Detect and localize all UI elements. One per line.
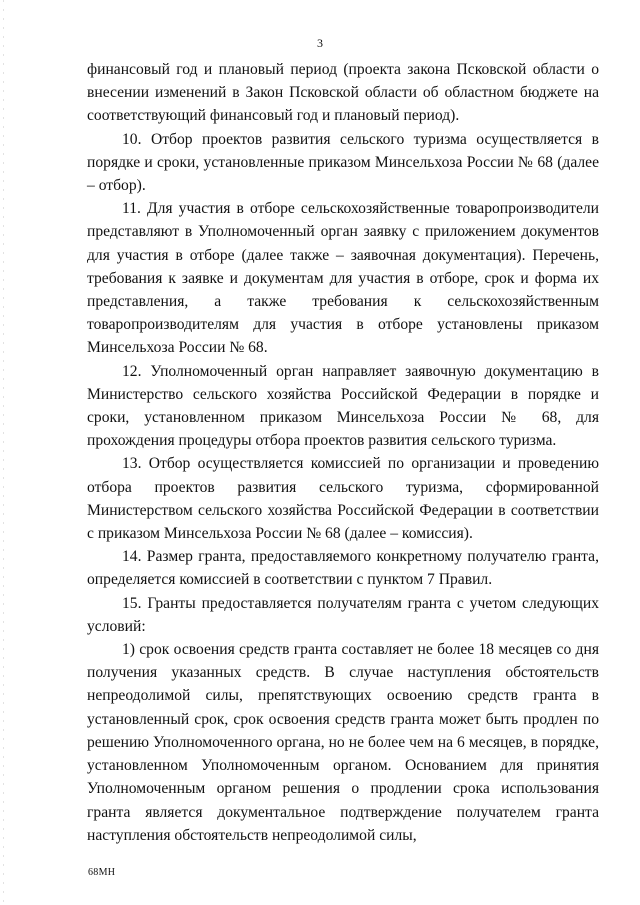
paragraph-15-item-1: 1) срок освоения средств гранта составляет не более 18 месяцев со дня получения указанных средств. В случае наступления обстоятельств непреодолимой силы, препятствующих освоению средств гранта в установленный срок, срок освоения средств гранта может быть продлен по решению Уполномоченного органа, но не более чем на 6 месяцев, в порядке, установленном Уполномоченным органом. Основанием для принятия Уполномоченным органом решения о продлении срока использования гранта является документальное подтверждение получателем гранта наступления обстоятельств непреодолимой силы, — [87, 641, 599, 844]
document-body — [87, 58, 599, 847]
paragraph-13: 13. Отбор осуществляется комиссией по организации и проведению отбора проектов развития сельского туризма, сформированной Министерством сельского хозяйства Российской Федерации в соответствии с приказом Минсельхоза России № 68 (далее – комиссия). — [87, 455, 599, 543]
paragraph-15: 15. Гранты предоставляется получателям гранта с учетом следующих условий: — [87, 594, 599, 635]
document-code: 68МН — [88, 867, 116, 878]
paragraph-12: 12. Уполномоченный орган направляет заявочную документацию в Министерство сельского хозяйства Российской Федерации в порядке и сроки, установленном приказом Минсельхоза России № 68, для прохождения процедуры отбора проектов развития сельского туризма. — [87, 362, 599, 450]
paragraph-11: 11. Для участия в отборе сельскохозяйственные товаропроизводители представляют в Уполномоченный орган заявку с приложением документов для участия в отборе (далее также – заявочная документация). Перечень, требования к заявке и документам для участия в отборе, срок и форма их представления, а также требования к сельскохозяйственным товаропроизводителям для участия в отборе установлены приказом Минсельхоза России № 68. — [87, 200, 599, 357]
paragraph-10: 10. Отбор проектов развития сельского туризма осуществляется в порядке и сроки, установленные приказом Минсельхоза России № 68 (далее – отбор). — [87, 130, 599, 195]
paragraph-continuation: финансовый год и плановый период (проекта закона Псковской области о внесении изменений в Закон Псковской области об областном бюджете на соответствующий финансовый год и плановый период). — [87, 61, 599, 125]
scan-edge-mark — [3, 0, 4, 905]
page-number: 3 — [317, 36, 323, 50]
paragraph-14: 14. Размер гранта, предоставляемого конкретному получателю гранта, определяется комиссией в соответствии с пунктом 7 Правил. — [87, 548, 599, 589]
